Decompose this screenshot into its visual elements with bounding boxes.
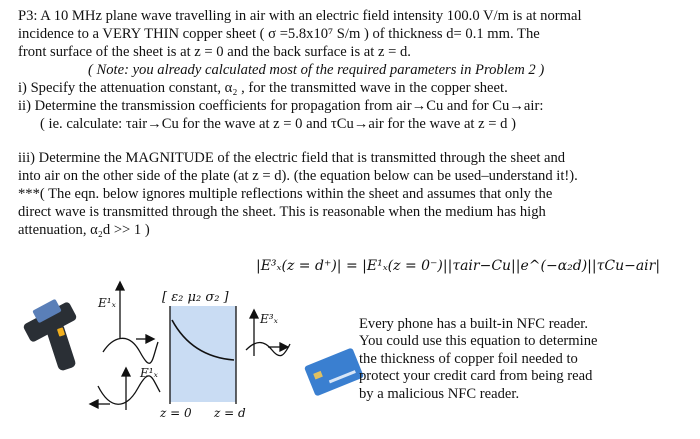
question-i: i) Specify the attenuation constant, α₂ , for the transmitted wave in the copper sheet. — [18, 80, 508, 96]
question-iii-line-5: attenuation, α₂d >> 1 ) — [18, 222, 150, 238]
nfc-note-line-1: Every phone has a built-in NFC reader. — [359, 316, 588, 332]
credit-card-image — [304, 347, 364, 396]
problem-line-3: front surface of the sheet is at z = 0 and the back surface is at z = d. — [18, 44, 411, 60]
nfc-note-line-5: by a malicious NFC reader. — [359, 385, 520, 402]
question-ii: ii) Determine the transmission coefficients for propagation from air→Cu and for Cu→air: — [18, 98, 544, 114]
incident-wave — [103, 282, 158, 363]
problem-note: ( Note: you already calculated most of the required parameters in Problem 2 ) — [88, 62, 545, 78]
problem-line-1: P3: A 10 MHz plane wave travelling in air with an electric field intensity 100.0 V/m is at normal — [18, 8, 582, 24]
medium-parameters: [ ε₂ μ₂ σ₂ ] — [162, 290, 229, 305]
incident-field-label: E¹ₓ — [98, 296, 116, 310]
question-ii-sub: ( ie. calculate: τair→Cu for the wave at z = 0 and τCu→air for the wave at z = d ) — [40, 116, 516, 132]
transmission-equation: |E³ₓ(z = d⁺)| = |E¹ₓ(z = 0⁻)||τair−Cu||e^(−α₂d)||τCu−air| — [256, 258, 661, 274]
nfc-note-line-4: protect your credit card from being read — [359, 368, 593, 385]
problem-line-2: incidence to a VERY THIN copper sheet ( σ =5.8x10⁷ S/m ) of thickness d= 0.1 mm. The — [18, 26, 540, 42]
nfc-note-line-2: You could use this equation to determine — [359, 333, 598, 350]
z0-label: z = 0 — [160, 406, 192, 420]
question-iii-line-3: ***( The eqn. below ignores multiple reflections within the sheet and assumes that only the — [18, 186, 553, 202]
question-iii-line-2: into air on the other side of the plate (at z = d). (the equation below can be used–understand it!). — [18, 168, 578, 184]
reflected-field-label: E¹ₓ — [140, 366, 158, 380]
nfc-note-line-3: the thickness of copper foil needed to — [359, 350, 578, 367]
question-iii-line-4: direct wave is transmitted through the sheet. This is reasonable when the medium has high — [18, 204, 546, 220]
question-iii-line-1: iii) Determine the MAGNITUDE of the electric field that is transmitted through the sheet and — [18, 150, 566, 166]
zd-label: z = d — [214, 406, 246, 420]
nfc-note — [359, 316, 659, 403]
transmitted-field-label: E³ₓ — [260, 312, 278, 326]
copper-sheet — [170, 306, 236, 402]
nfc-reader-image — [22, 299, 77, 372]
